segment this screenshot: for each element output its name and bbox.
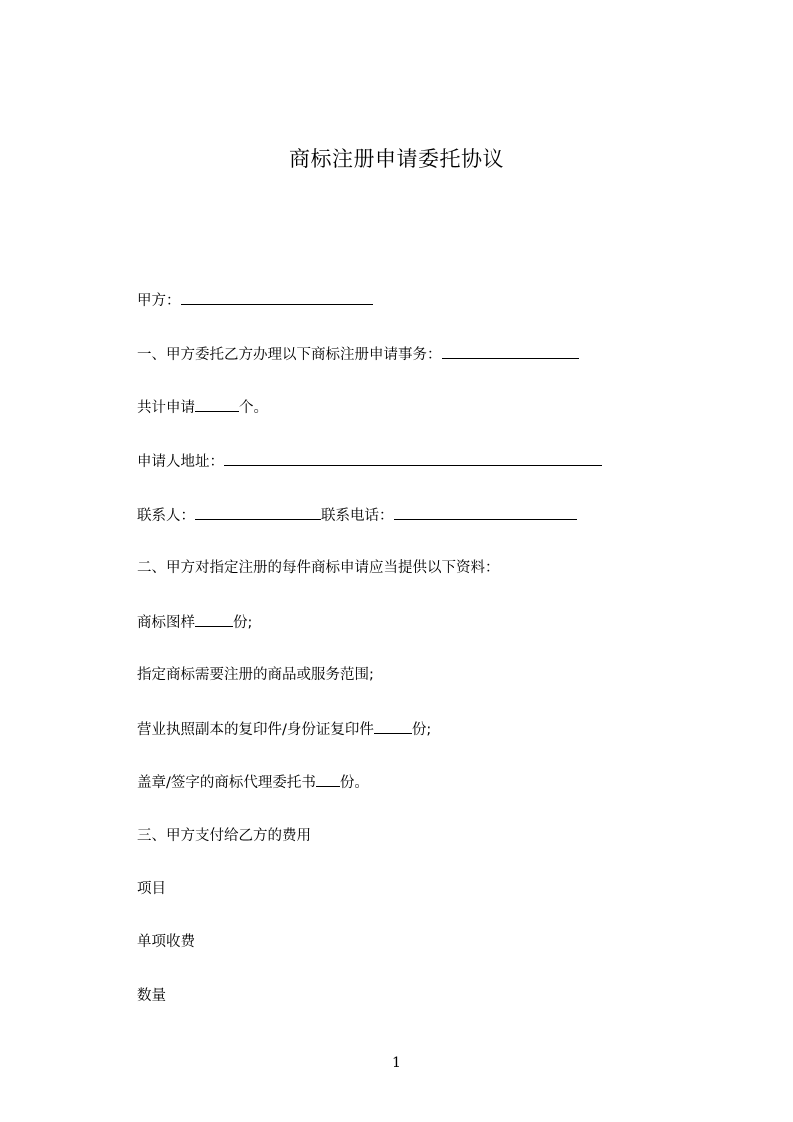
contact-person-label: 联系人：: [137, 508, 195, 524]
total-count-blank[interactable]: [195, 397, 239, 412]
total-prefix: 共计申请: [137, 400, 195, 416]
power-prefix: 盖章/签字的商标代理委托书: [137, 775, 316, 791]
section2-heading: 二、甲方对指定注册的每件商标申请应当提供以下资料：: [137, 560, 500, 576]
sample-count-blank[interactable]: [195, 612, 233, 627]
section1-line: [137, 344, 579, 365]
contact-phone-label: 联系电话：: [321, 508, 394, 524]
power-suffix: 份。: [339, 775, 369, 791]
party-a-blank[interactable]: [181, 290, 373, 305]
address-blank[interactable]: [224, 451, 602, 466]
copies-suffix: 份;: [411, 722, 432, 738]
section1-heading: 一、甲方委托乙方办理以下商标注册申请事务：: [137, 347, 442, 363]
total-line: [137, 397, 268, 418]
fee-unit-label: 单项收费: [137, 934, 195, 950]
address-line: [137, 451, 602, 472]
address-label: 申请人地址：: [137, 454, 224, 470]
sample-prefix: 商标图样: [137, 615, 195, 631]
party-a-label: 甲方：: [137, 293, 181, 309]
copies-count-blank[interactable]: [374, 719, 412, 734]
scope-line: 指定商标需要注册的商品或服务范围;: [137, 667, 374, 683]
fee-quantity-label: 数量: [137, 988, 166, 1004]
section3-heading: 三、甲方支付给乙方的费用: [137, 828, 311, 844]
contact-phone-blank[interactable]: [394, 505, 577, 520]
sample-suffix: 份;: [233, 615, 253, 631]
power-count-blank[interactable]: [316, 772, 340, 787]
power-line: [137, 772, 369, 793]
copies-prefix: 营业执照副本的复印件/身份证复印件: [137, 722, 374, 738]
total-suffix: 个。: [239, 400, 268, 416]
page-title: 商标注册申请委托协议: [289, 147, 504, 171]
matter-blank[interactable]: [442, 344, 579, 359]
page-number: 1: [392, 1055, 401, 1071]
copies-line: [137, 719, 431, 740]
sample-line: [137, 612, 252, 633]
contact-line: [137, 505, 577, 526]
fee-item-label: 项目: [137, 881, 166, 897]
party-a-line: [137, 290, 373, 311]
contact-person-blank[interactable]: [195, 505, 321, 520]
